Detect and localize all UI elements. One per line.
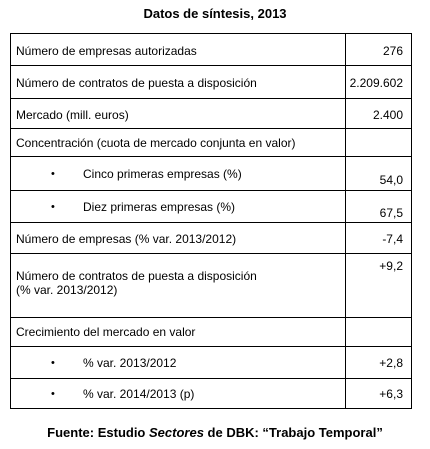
table-row	[11, 191, 411, 223]
bullet-icon: •	[51, 168, 55, 180]
row-value: 276	[382, 44, 403, 58]
row-label: Mercado (mill. euros)	[16, 108, 129, 122]
table-row	[11, 223, 411, 254]
row-label: Número de empresas (% var. 2013/2012)	[16, 232, 237, 246]
row-label: % var. 2014/2013 (p)	[83, 387, 195, 401]
table-row	[11, 34, 411, 66]
row-value: 67,5	[379, 206, 403, 220]
row-value: 54,0	[379, 173, 403, 187]
row-value: 2.209.602	[349, 76, 403, 90]
table-title: Datos de síntesis, 2013	[143, 6, 287, 21]
row-label: % var. 2013/2012	[83, 356, 177, 370]
row-value: +2,8	[379, 356, 403, 370]
bullet-icon: •	[51, 388, 55, 400]
row-label-line2: (% var. 2013/2012)	[16, 283, 118, 297]
row-label: Número de empresas autorizadas	[16, 44, 197, 58]
row-label: Crecimiento del mercado en valor	[16, 325, 196, 339]
bullet-icon: •	[51, 201, 55, 213]
table-row	[11, 254, 411, 318]
row-label: Cinco primeras empresas (%)	[83, 167, 242, 181]
table-row	[11, 129, 411, 157]
row-value: +6,3	[379, 387, 403, 401]
source-footer	[0, 425, 430, 440]
footer-prefix: Fuente: Estudio	[47, 425, 149, 440]
summary-table	[10, 33, 412, 409]
row-value: 2.400	[372, 108, 403, 122]
table-row	[11, 157, 411, 191]
footer-suffix: de DBK: “Trabajo Temporal”	[203, 425, 383, 440]
row-value: +9,2	[379, 259, 403, 273]
row-label: Concentración (cuota de mercado conjunta en valor)	[16, 136, 296, 150]
footer-italic: Sectores	[149, 425, 204, 440]
table-row	[11, 347, 411, 379]
row-value: -7,4	[382, 232, 403, 246]
row-label: Número de contratos de puesta a disposición	[16, 269, 257, 283]
row-label: Número de contratos de puesta a disposición	[16, 76, 257, 90]
bullet-icon: •	[51, 357, 55, 369]
row-label: Diez primeras empresas (%)	[83, 200, 236, 214]
table-row	[11, 318, 411, 347]
table-row	[11, 99, 411, 129]
table-row	[11, 66, 411, 99]
table-row	[11, 379, 411, 408]
